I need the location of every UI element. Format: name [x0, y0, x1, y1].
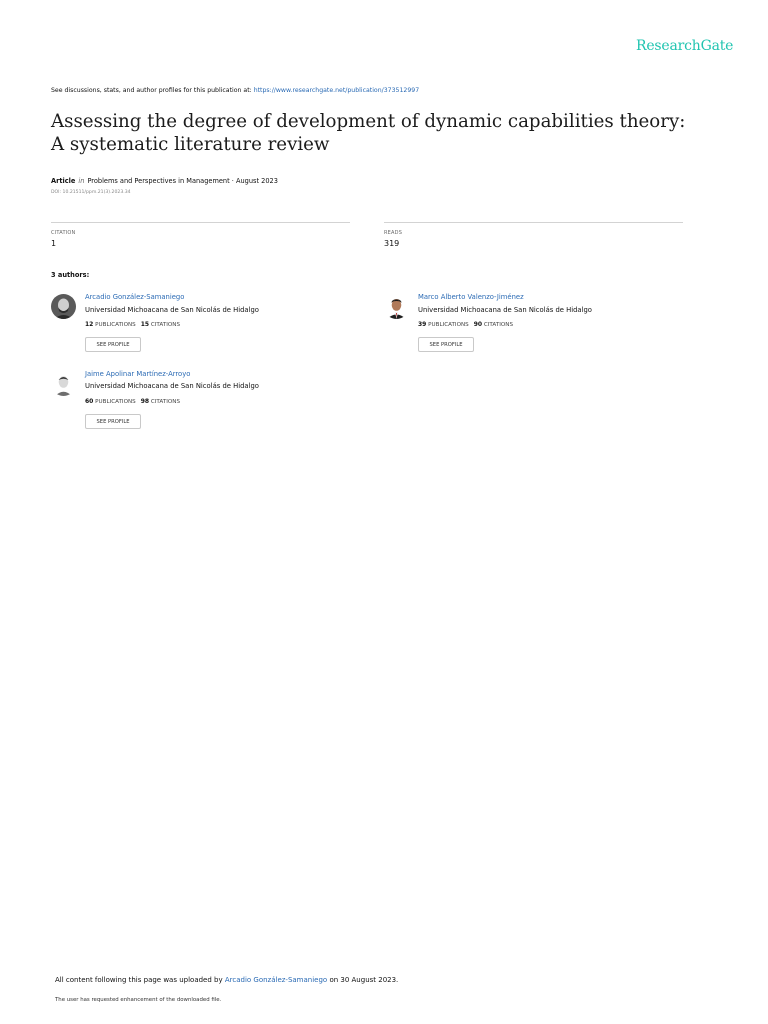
- discussion-link-line: [51, 87, 419, 94]
- divider-left: [51, 222, 350, 223]
- publication-type: Article: [51, 177, 76, 185]
- publication-url-link[interactable]: https://www.researchgate.net/publication/373512997: [253, 87, 420, 94]
- publication-title: Assessing the degree of development of dynamic capabilities theory: A systematic literature review: [51, 111, 686, 155]
- publications-label-1: PUBLICATIONS: [95, 322, 136, 328]
- see-profile-button-1[interactable]: SEE PROFILE: [85, 337, 141, 352]
- citations-label-3: CITATIONS: [150, 399, 180, 405]
- uploader-link[interactable]: Arcadio González-Samaniego: [224, 976, 328, 984]
- author-affiliation-2: Universidad Michoacana de San Nicolás de Hidalgo: [418, 306, 592, 314]
- reads-label: READS: [384, 230, 403, 236]
- author-affiliation-1: Universidad Michoacana de San Nicolás de Hidalgo: [85, 306, 259, 314]
- publications-label-3: PUBLICATIONS: [95, 399, 136, 405]
- citations-count-2: 90: [473, 321, 483, 328]
- publication-venue: Problems and Perspectives in Management · August 2023: [87, 177, 278, 185]
- citations-count-3: 98: [140, 398, 150, 405]
- see-profile-button-3[interactable]: SEE PROFILE: [85, 414, 141, 429]
- author-photo-2: [384, 294, 409, 319]
- researchgate-logo[interactable]: ResearchGate: [636, 38, 734, 54]
- citations-count-1: 15: [140, 321, 150, 328]
- upload-prefix: All content following this page was uploaded by: [55, 976, 225, 984]
- upload-note: [55, 976, 398, 984]
- publications-count-2: 39: [418, 321, 427, 328]
- in-word: in: [78, 177, 85, 185]
- author-counts-3: [85, 398, 180, 405]
- author-name-1[interactable]: Arcadio González-Samaniego: [85, 293, 185, 301]
- see-profile-button-2[interactable]: SEE PROFILE: [418, 337, 474, 352]
- article-meta: [51, 177, 278, 185]
- publications-label-2: PUBLICATIONS: [428, 322, 469, 328]
- enhancement-note: The user has requested enhancement of the downloaded file.: [55, 997, 222, 1003]
- reads-count: 319: [384, 239, 400, 248]
- author-counts-1: [85, 321, 180, 328]
- upload-suffix: on 30 August 2023.: [327, 976, 399, 984]
- publication-doi: DOI: 10.21511/ppm.21(3).2023.34: [51, 190, 131, 195]
- author-name-2[interactable]: Marco Alberto Valenzo-Jiménez: [418, 293, 524, 301]
- publications-count-1: 12: [85, 321, 94, 328]
- author-photo-3: [51, 371, 76, 396]
- citations-label-2: CITATIONS: [483, 322, 513, 328]
- author-avatar-1[interactable]: [51, 294, 76, 319]
- author-affiliation-3: Universidad Michoacana de San Nicolás de Hidalgo: [85, 382, 259, 390]
- divider-right: [384, 222, 683, 223]
- author-photo-1: [51, 294, 76, 319]
- author-avatar-3[interactable]: [51, 371, 76, 396]
- citation-count: 1: [51, 239, 57, 248]
- citations-label-1: CITATIONS: [150, 322, 180, 328]
- author-counts-2: [418, 321, 513, 328]
- author-name-3[interactable]: Jaime Apolinar Martínez-Arroyo: [85, 370, 191, 378]
- citation-label: CITATION: [51, 230, 76, 236]
- intro-text: See discussions, stats, and author profiles for this publication at:: [51, 87, 254, 94]
- authors-heading: 3 authors:: [51, 271, 90, 279]
- publications-count-3: 60: [85, 398, 94, 405]
- author-avatar-2[interactable]: [384, 294, 409, 319]
